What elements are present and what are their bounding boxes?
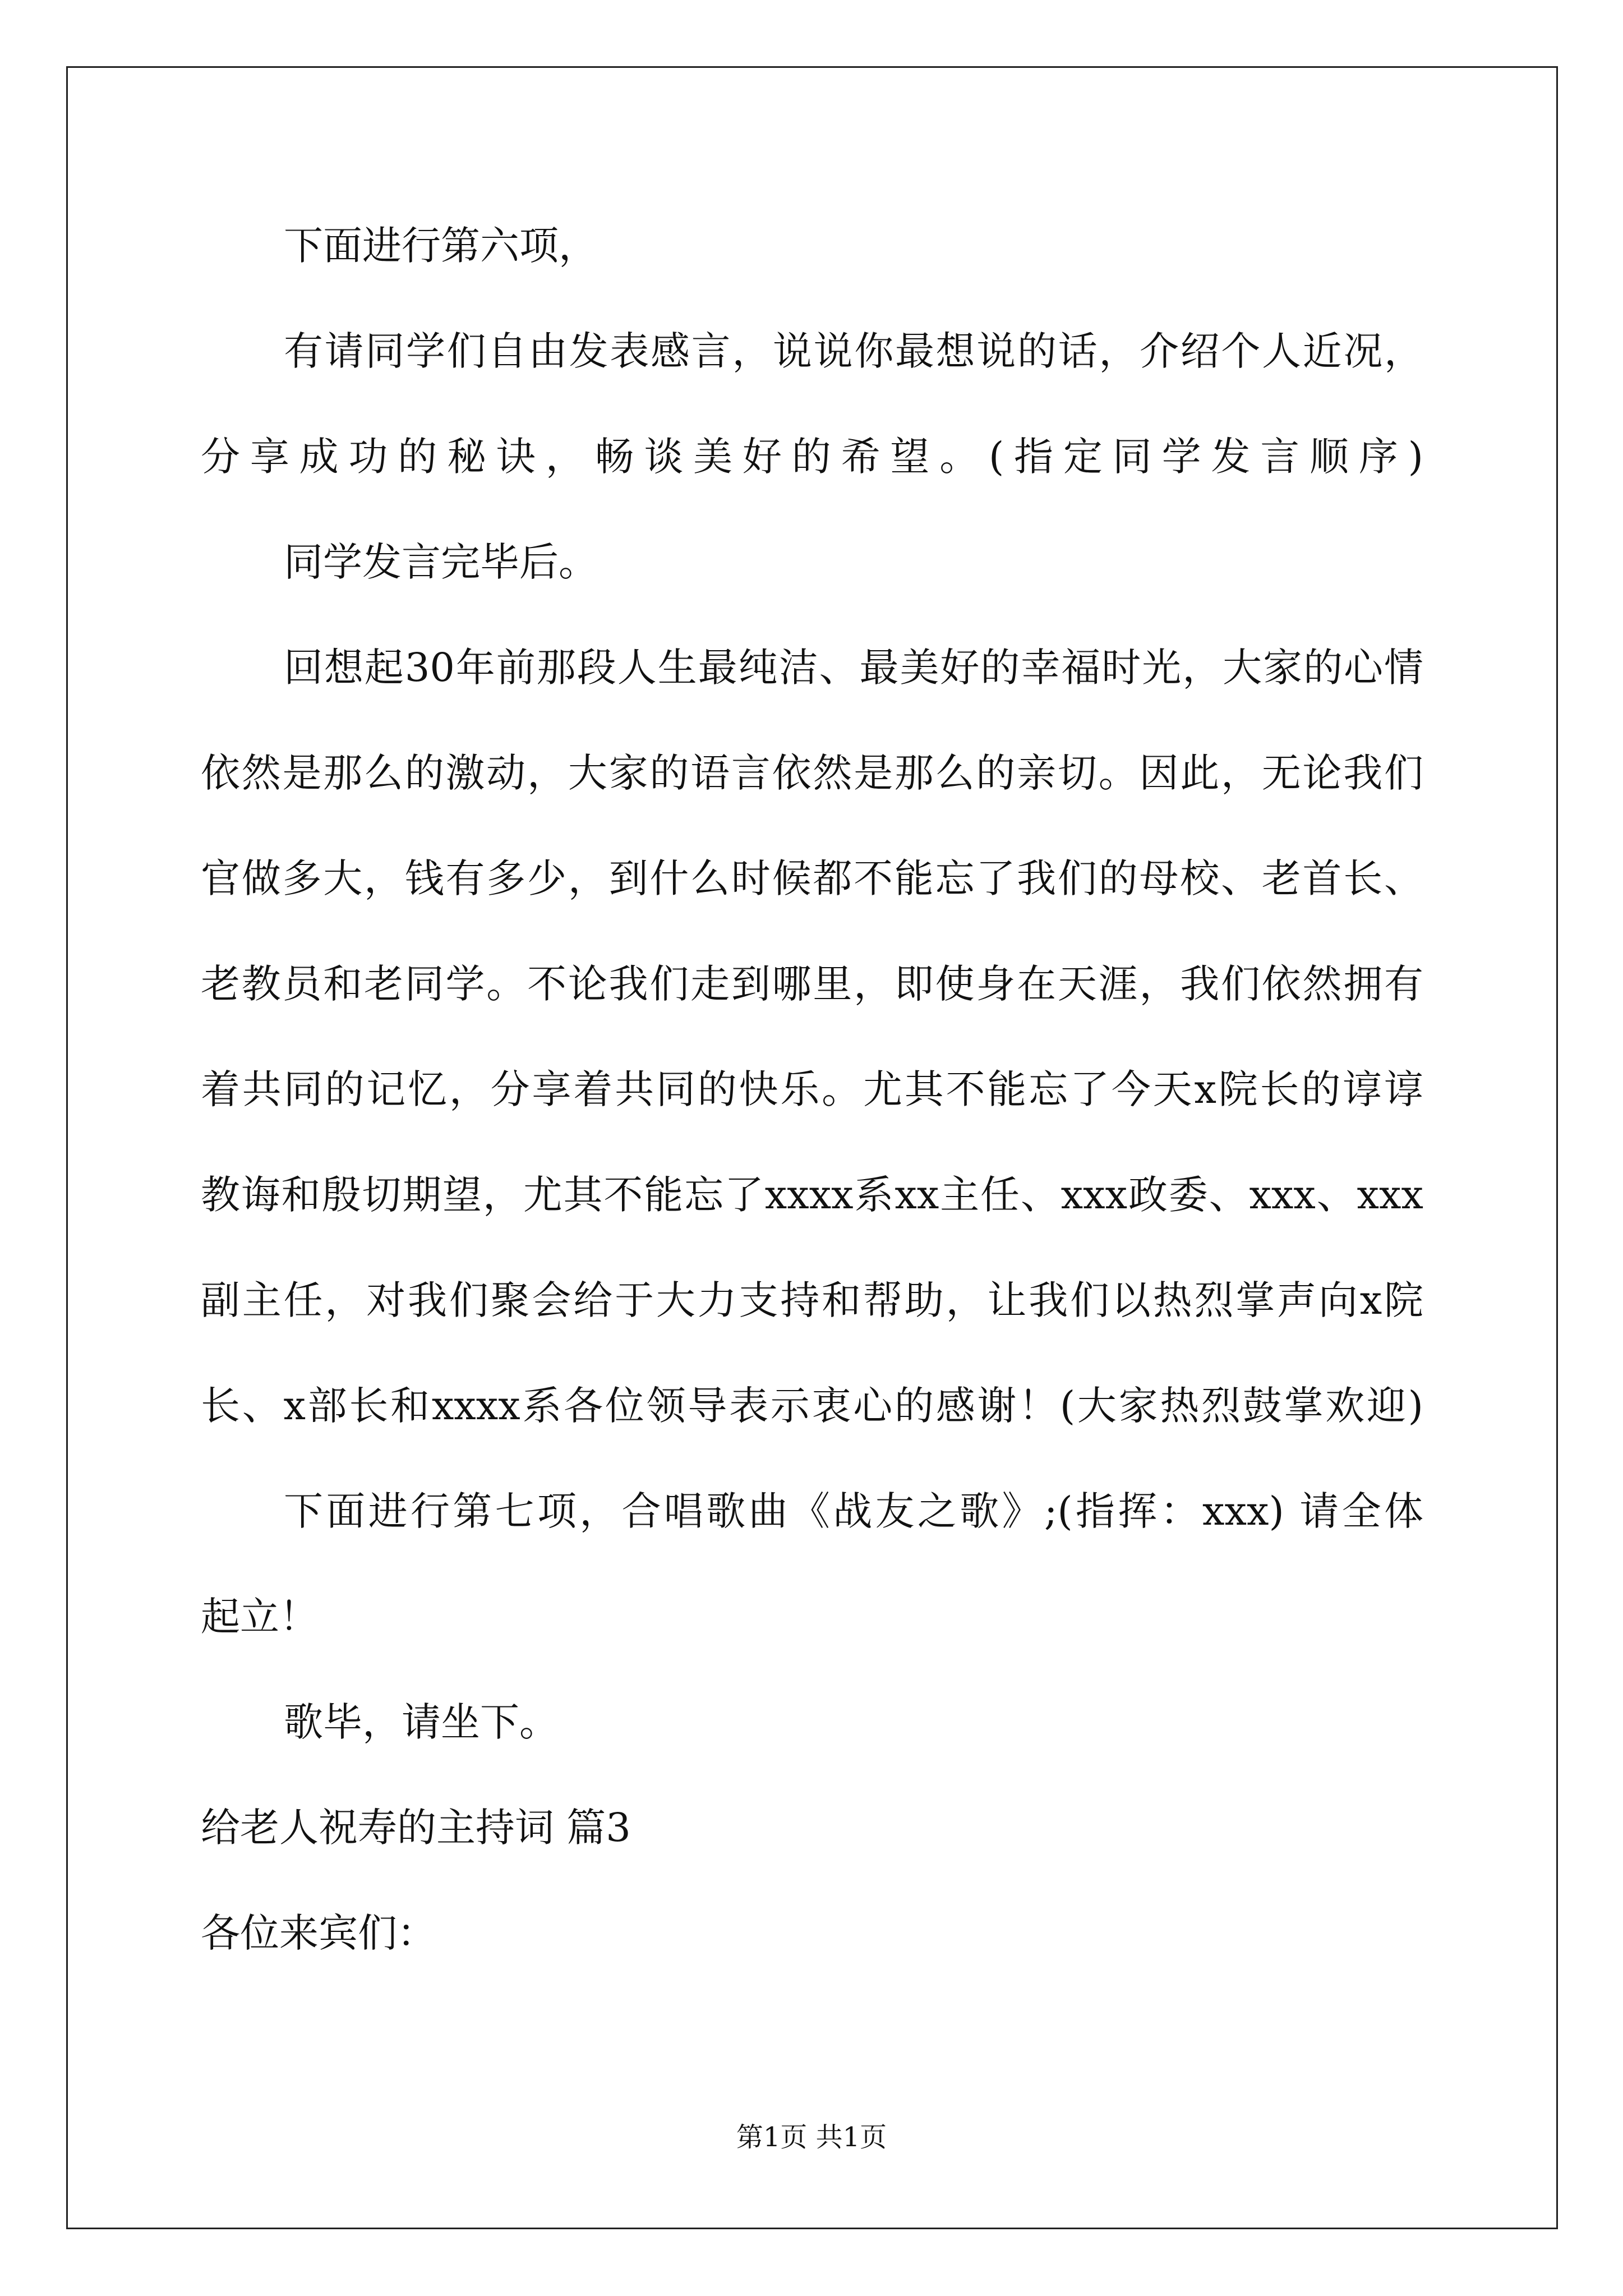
paragraph-line: 回想起30年前那段人生最纯洁、最美好的幸福时光，大家的心情 (284, 645, 1423, 691)
paragraph-line: 官做多大，钱有多少，到什么时候都不能忘了我们的母校、老首长、 (201, 855, 1423, 901)
paragraph-line: 歌毕，请坐下。 (284, 1699, 559, 1745)
paragraph-line: 同学发言完毕后。 (284, 539, 598, 585)
paragraph-line: 下面进行第七项，合唱歌曲《战友之歌》;(指挥：xxx) 请全体 (284, 1488, 1423, 1534)
paragraph-line: 有请同学们自由发表感言，说说你最想说的话，介绍个人近况， (284, 328, 1423, 374)
paragraph-line: 教诲和殷切期望，尤其不能忘了xxxx系xx主任、xxx政委、xxx、xxx (201, 1172, 1423, 1218)
paragraph-line: 下面进行第六项， (284, 223, 598, 269)
paragraph-line: 依然是那么的激动，大家的语言依然是那么的亲切。因此，无论我们 (201, 750, 1423, 796)
paragraph-line: 分享成功的秘诀，畅谈美好的希望。(指定同学发言顺序) (201, 434, 1423, 480)
paragraph-line: 副主任，对我们聚会给于大力支持和帮助，让我们以热烈掌声向x院 (201, 1277, 1423, 1323)
paragraph-line: 老教员和老同学。不论我们走到哪里，即使身在天涯，我们依然拥有 (201, 961, 1423, 1007)
section-heading: 给老人祝寿的主持词 篇3 (201, 1805, 631, 1851)
paragraph-line: 起立！ (201, 1594, 319, 1640)
paragraph-line: 各位来宾们： (201, 1910, 436, 1956)
paragraph-line: 长、x部长和xxxx系各位领导表示衷心的感谢！(大家热烈鼓掌欢迎) (201, 1383, 1423, 1429)
page-footer: 第1页 共1页 (736, 2122, 887, 2153)
paragraph-line: 着共同的记忆，分享着共同的快乐。尤其不能忘了今天x院长的谆谆 (201, 1066, 1423, 1112)
